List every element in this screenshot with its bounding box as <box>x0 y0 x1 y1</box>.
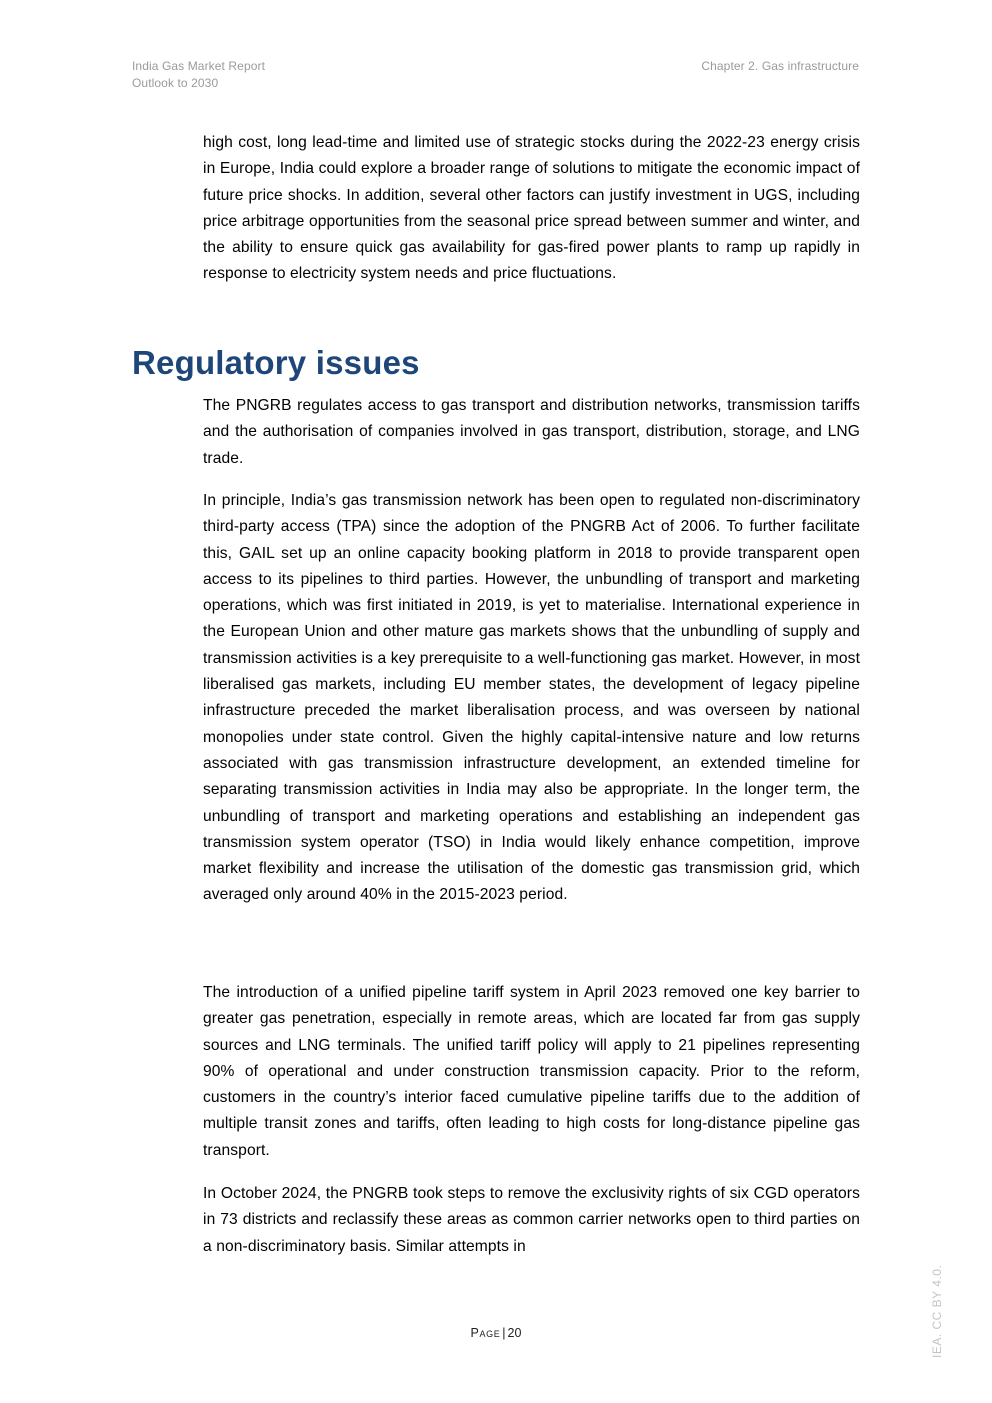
paragraph-text: In principle, India’s gas transmission network has been open to regulated non-discriminatory third-party access (TPA) since the adoption of the PNGRB Act of 2006. To further facilitate this, GAIL set up an online capacity booking platform in 2018 to provide transparent open access to its pipelines to third parties. However, the unbundling of transport and marketing operations, which was first initiated in 2019, is yet to materialise. International experience in the European Union and other mature gas markets shows that the unbundling of supply and transmission activities is a key prerequisite to a well-functioning gas market. However, in most liberalised gas markets, including EU member states, the development of legacy pipeline infrastructure preceded the market liberalisation process, and was overseen by national monopolies under state control. Given the highly capital-intensive nature and low returns associated with gas transmission infrastructure development, an extended timeline for separating transmission activities in India may also be appropriate. In the longer term, the unbundling of transport and marketing operations and establishing an independent gas transmission system operator (TSO) in India would likely enhance competition, improve market flexibility and increase the utilisation of the domestic gas transmission grid, which averaged only around 40% in the 2015-2023 period. <box>203 492 860 904</box>
paragraph-text: The PNGRB regulates access to gas transport and distribution networks, transmission tariffs and the authorisation of companies involved in gas transport, distribution, storage, and LNG trade. <box>203 397 860 467</box>
page-label: Page <box>470 1326 501 1340</box>
running-header-right <box>701 58 859 75</box>
report-title: India Gas Market Report <box>132 59 266 73</box>
paragraph-text: high cost, long lead-time and limited use of strategic stocks during the 2022-23 energy crisis in Europe, India could explore a broader range of solutions to mitigate the economic impact of future price shocks. In addition, several other factors can justify investment in UGS, including price arbitrage opportunities from the seasonal price spread between summer and winter, and the ability to ensure quick gas availability for gas-fired power plants to ramp up rapidly in response to electricity system needs and price fluctuations. <box>203 134 860 283</box>
paragraph-3 <box>203 980 860 1164</box>
continued-paragraph <box>203 130 860 288</box>
page-number: 20 <box>507 1326 522 1340</box>
paragraph-2 <box>203 488 860 909</box>
license-notice: IEA. CC BY 4.0. <box>930 1264 944 1358</box>
chapter-title: Chapter 2. Gas infrastructure <box>701 59 859 73</box>
report-subtitle: Outlook to 2030 <box>132 76 219 90</box>
page-footer <box>0 1326 992 1340</box>
page-separator: | <box>502 1326 506 1340</box>
running-header-left <box>132 58 265 92</box>
section-heading: Regulatory issues <box>132 344 420 381</box>
paragraph-text: The introduction of a unified pipeline tariff system in April 2023 removed one key barrier to greater gas penetration, especially in remote areas, which are located far from gas supply sources and LNG terminals. The unified tariff policy will apply to 21 pipelines representing 90% of operational and under construction transmission capacity. Prior to the reform, customers in the country’s interior faced cumulative pipeline tariffs due to the addition of multiple transit zones and tariffs, often leading to high costs for long-distance pipeline gas transport. <box>203 984 860 1159</box>
paragraph-text: In October 2024, the PNGRB took steps to remove the exclusivity rights of six CGD operators in 73 districts and reclassify these areas as common carrier networks open to third parties on a non-discriminatory basis. Similar attempts in <box>203 1185 860 1255</box>
paragraph-1 <box>203 393 860 472</box>
paragraph-4 <box>203 1181 860 1260</box>
